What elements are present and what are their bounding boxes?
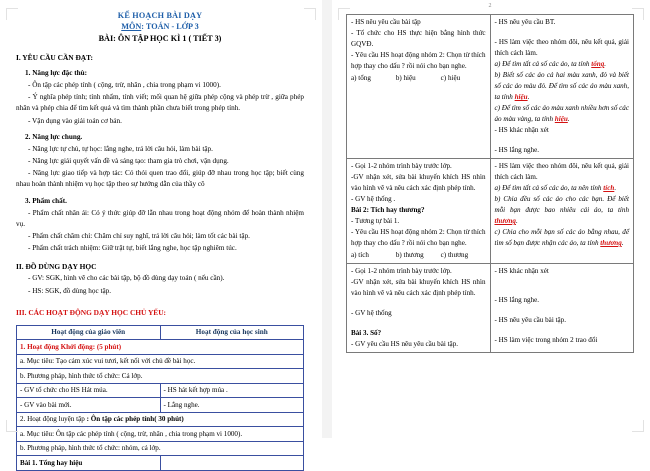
continued-activities-table xyxy=(346,14,634,353)
text-line xyxy=(495,70,630,103)
highlighted-keyword: hiệu xyxy=(554,115,568,123)
text-segment: a) Để tìm tất cả số các áo, ta nên tính xyxy=(494,184,604,192)
paragraph-1-1-a: - Ôn tập các phép tính ( cộng, trừ, nhân , chia trong phạm vi 1000). xyxy=(28,81,221,89)
highlighted-keyword: thương xyxy=(494,217,516,225)
doc-title-line3: BÀI: ÔN TẬP HỌC KÌ 1 ( TIẾT 3) xyxy=(98,34,222,43)
spacer xyxy=(495,286,630,295)
text-line xyxy=(495,194,630,227)
table-cell-student: - HS hát kết hợp múa . xyxy=(160,383,304,398)
text-line: - HS làm việc trong nhóm 2 trao đổi xyxy=(494,336,598,344)
section-heading-teaching-materials: II. ĐỒ DÙNG DẠY HỌC xyxy=(16,262,97,272)
crop-mark-bottom-right xyxy=(632,420,644,432)
page-gutter xyxy=(322,0,332,438)
doc-title-line1: KẾ HOẠCH BÀI DẠY xyxy=(117,11,203,20)
table-row xyxy=(17,398,304,413)
text-segment: . xyxy=(527,93,530,101)
answer-choice: a) tổng xyxy=(351,74,371,82)
subject-value: : TOÁN - LỚP 3 xyxy=(141,22,199,31)
activities-table-body xyxy=(17,340,304,471)
spacer xyxy=(495,28,630,37)
activity-label-rest: : Ôn tập các phép tính( 30 phút) xyxy=(84,415,184,424)
subheading-qualities: 3. Phẩm chất. xyxy=(25,196,67,205)
text-line: - Yêu cầu HS hoạt động nhóm 2: Chọn từ thích hợp thay cho dấu ? rồi nói cho bạn nghe. xyxy=(351,228,486,247)
answer-choice: c) thương xyxy=(440,251,469,259)
spacer xyxy=(495,326,630,335)
table-row xyxy=(17,412,304,427)
text-segment: . xyxy=(621,239,624,247)
paragraph-2-a: - GV: SGK, hình vẽ cho các bài tập, bộ đồ dùng dạy toán ( nếu cần). xyxy=(28,274,225,283)
column-header-teacher: Hoạt động của giáo viên xyxy=(17,325,161,340)
highlighted-keyword: tích xyxy=(603,184,615,192)
table-row xyxy=(17,340,304,355)
text-segment: c) Để tìm số các áo màu xanh nhiều hơn số các áo màu vàng, ta tính xyxy=(494,104,629,123)
table-row xyxy=(17,427,304,442)
table-cell-student: - Lắng nghe. xyxy=(160,398,304,413)
text-segment: b) Biết số các áo cả hai màu xanh, đỏ và biết số các áo màu đỏ. Để tìm số các áo màu xanh, ta tính xyxy=(494,71,629,101)
highlighted-keyword: hiệu xyxy=(514,93,528,101)
text-line: Bài 3. Số? xyxy=(351,329,382,337)
subheading-specific-competency: 1. Năng lực đặc thù: xyxy=(25,69,88,77)
paragraph-1-1-b: - Ý nghĩa phép tính; tính nhẩm, tính viết; mối quan hệ giữa phép cộng và phép trừ , giữa phép nhân và phép chia để tìm kết quả và tìm thành phần chưa biết trong phép tính. xyxy=(16,93,304,113)
paragraph-1-1-c: - Vận dụng vào giải toán cơ bản. xyxy=(28,116,122,125)
table-cell-student xyxy=(160,456,304,471)
text-segment: b) Chia đều số các áo cho các bạn. Để biết mỗi bạn được bao nhiêu cái áo, ta tính xyxy=(494,195,629,214)
text-segment: . xyxy=(614,184,617,192)
table-header-row xyxy=(17,325,304,340)
paragraph-1-2-c: - Năng lực giao tiếp và hợp tác: Có thói quen trao đổi, giúp đỡ nhau trong học tập; biết cùng nhau hoàn thành nhiệm vụ học tập theo sự hướng dẫn của thầy cô xyxy=(16,169,304,189)
answer-choice: a) tích xyxy=(351,251,369,259)
table-row xyxy=(347,264,634,353)
text-line: - HS làm việc theo nhóm đôi, nêu kết quả, giải thích cách làm. xyxy=(494,162,629,181)
spacer xyxy=(495,306,630,315)
subheading-general-competency: 2. Năng lực chung. xyxy=(25,132,83,141)
activity-label-red: 2. Hoạt động luyện tập xyxy=(20,415,85,424)
spacer xyxy=(351,319,486,328)
highlighted-keyword: tổng xyxy=(591,60,605,68)
text-line: - Yêu cầu HS hoạt động nhóm 2: Chọn từ thích hợp thay cho dấu ? rồi nói cho bạn nghe. xyxy=(351,51,486,70)
doc-title-line2 xyxy=(16,21,304,32)
text-line: Bài 2: Tích hay thương? xyxy=(351,206,425,214)
highlighted-keyword: thương xyxy=(600,239,622,247)
spacer xyxy=(351,299,486,308)
text-line: - HS nêu yêu cầu bài tập. xyxy=(494,316,567,324)
answer-choices xyxy=(351,73,486,84)
table-row xyxy=(17,383,304,398)
section-heading-requirements: I. YÊU CẦU CẦN ĐẠT: xyxy=(16,53,93,62)
table-row xyxy=(17,456,304,471)
table-cell-student xyxy=(490,15,634,159)
table-cell-student xyxy=(490,159,634,264)
table-row xyxy=(17,369,304,384)
table-cell-full xyxy=(17,412,304,427)
text-line: -GV nhận xét, sửa bài khuyến khích HS nhìn vào hình vẽ và nêu cách xác định phép tính. xyxy=(351,278,486,297)
answer-choice: b) thương xyxy=(395,251,424,259)
table-cell-teacher xyxy=(347,15,491,159)
text-line xyxy=(495,227,630,249)
text-segment: c) Chia cho mỗi bạn số các áo bằng nhau, để tìm số bạn được nhận các áo, ta tính xyxy=(494,228,629,247)
text-line xyxy=(495,59,630,70)
table-cell-teacher xyxy=(347,159,491,264)
page-left xyxy=(0,0,322,467)
column-header-student: Hoạt động của học sinh xyxy=(160,325,304,340)
continued-activities-table-body xyxy=(347,15,634,353)
text-line: - Gọi 1-2 nhóm trình bày trước lớp. xyxy=(351,162,452,170)
table-cell-teacher xyxy=(347,264,491,353)
page-right xyxy=(332,0,650,438)
text-line xyxy=(495,183,630,194)
paragraph-1-2-a: - Năng lực tự chủ, tự học: lắng nghe, trả lời câu hỏi, làm bài tập. xyxy=(28,144,213,153)
spacer xyxy=(495,277,630,286)
text-line: - GV yêu cầu HS nêu yêu cầu bài tập. xyxy=(351,340,459,348)
answer-choice: c) hiệu xyxy=(440,74,461,82)
table-cell-student xyxy=(490,264,634,353)
text-segment: . xyxy=(604,60,607,68)
text-line: - HS nêu yêu cầu BT. xyxy=(494,18,556,26)
table-row xyxy=(17,441,304,456)
text-line xyxy=(495,103,630,125)
subject-label: MÔN xyxy=(121,22,142,31)
text-line: - GV hệ thống . xyxy=(351,195,396,203)
table-row xyxy=(347,15,634,159)
answer-choices xyxy=(351,250,486,261)
page-number: 2 xyxy=(488,3,492,9)
table-cell-full: b. Phương pháp, hình thức tổ chức: Cả lớp. xyxy=(17,369,304,384)
table-cell-full: a. Mục tiêu: Ôn tập các phép tính ( cộng, trừ, nhân , chia trong phạm vi 1000). xyxy=(17,427,304,442)
paragraph-1-3-a: - Phẩm chất nhân ái: Có ý thức giúp đỡ lẫn nhau trong hoạt động nhóm để hoàn thành nhiệm vụ. xyxy=(16,208,304,228)
answer-choice: b) hiệu xyxy=(395,74,416,82)
paragraph-2-b: - HS: SGK, đồ dùng học tập. xyxy=(28,286,112,295)
text-line: - GV hệ thống xyxy=(351,309,392,317)
text-line: -GV nhận xét, sửa bài khuyến khích HS nhìn vào hình vẽ và nêu cách xác định phép tính. xyxy=(351,173,486,192)
activities-table xyxy=(16,325,304,471)
text-line: - Tổ chức cho HS thực hiện bằng hình thức GQVĐ. xyxy=(351,29,486,48)
table-row xyxy=(347,159,634,264)
section-heading-main-activities: III. CÁC HOẠT ĐỘNG DẠY HỌC CHỦ YẾU: xyxy=(16,307,167,317)
text-line: - HS nêu yêu cầu bài tập xyxy=(351,18,421,26)
text-segment: . xyxy=(567,115,570,123)
table-cell-teacher: - GV tổ chức cho HS Hát múa. xyxy=(17,383,161,398)
table-row xyxy=(17,354,304,369)
table-cell-full: b. Phương pháp, hình thức tổ chức: nhóm, cả lớp. xyxy=(17,441,304,456)
crop-mark-top-right xyxy=(304,8,316,20)
text-line: - Gọi 1-2 nhóm trình bày trước lớp. xyxy=(351,267,452,275)
text-line: - HS làm việc theo nhóm đôi, nêu kết quả, giải thích cách làm. xyxy=(494,38,629,57)
table-cell-teacher: Bài 1. Tổng hay hiệu xyxy=(17,456,161,471)
paragraph-1-2-b: - Năng lực giải quyết vấn đề và sáng tạo: tham gia trò chơi, vận dụng. xyxy=(28,157,229,166)
text-line: - HS khác nhận xét xyxy=(494,267,549,275)
text-line: - HS lắng nghe. xyxy=(494,296,540,304)
text-line: - Tương tự bài 1. xyxy=(351,217,400,225)
page-title-block xyxy=(16,10,304,45)
table-cell-full: a. Mục tiêu: Tạo cảm xúc vui tươi, kết nối với chủ đề bài học. xyxy=(17,354,304,369)
text-segment: . xyxy=(515,217,518,225)
paragraph-1-3-c: - Phẩm chất trách nhiệm: Giữ trật tự, biết lắng nghe, học tập nghiêm túc. xyxy=(28,244,237,253)
text-line: - HS khác nhận xét xyxy=(494,126,549,134)
text-line: - HS lắng nghe. xyxy=(494,146,540,154)
table-cell-teacher: - GV vào bài mới. xyxy=(17,398,161,413)
text-segment: a) Để tìm tất cả số các áo, ta tính xyxy=(494,60,592,68)
table-cell-full: 1. Hoạt động Khởi động: (5 phút) xyxy=(17,340,304,355)
spacer xyxy=(495,136,630,145)
paragraph-1-3-b: - Phẩm chất chăm chỉ: Chăm chỉ suy nghĩ, trả lời câu hỏi; làm tốt các bài tập. xyxy=(28,232,250,241)
